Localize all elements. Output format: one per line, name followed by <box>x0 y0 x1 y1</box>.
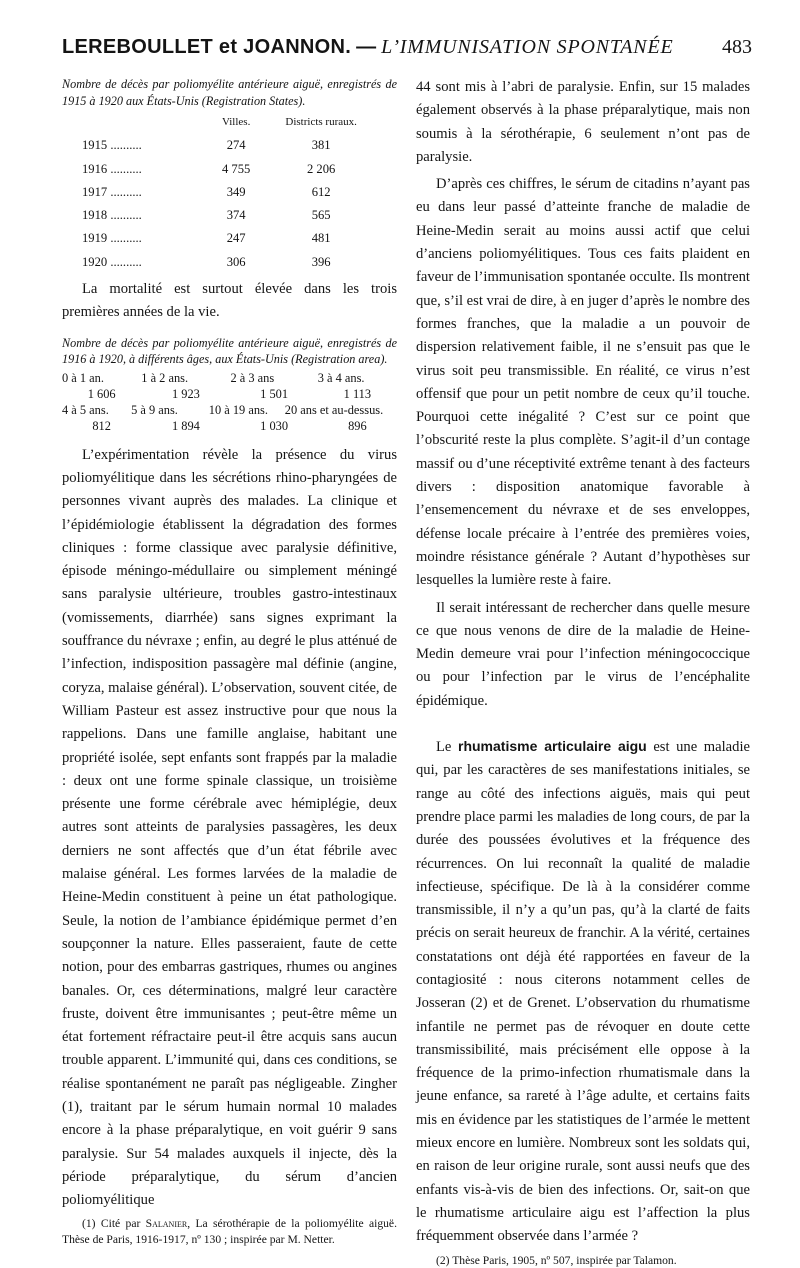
footnote-1-text: La sérothérapie de la poliomyélite aiguë. Thèse de Paris, 1916-1917, nº 130 ; inspirée par M. Netter. <box>62 1217 397 1246</box>
age-label: 1 à 2 ans. <box>141 370 189 385</box>
table-cell-year: 1919 .......... <box>82 231 142 246</box>
rhumatisme-lead: Le <box>436 739 452 756</box>
table2-caption: Nombre de décès par poliomyélite antérieure aiguë, enregistrés de 1916 à 1920, à différents âges, aux États-Unis (Registration area). <box>62 335 397 367</box>
table-cell-year: 1918 .......... <box>82 208 142 223</box>
table-cell-year: 1916 .......... <box>82 161 142 176</box>
footnote-2: (2) Thèse Paris, 1905, nº 507, inspirée par Talamon. <box>436 1253 677 1267</box>
paragraph-rhumatisme <box>416 735 750 1249</box>
right-column <box>416 76 750 1268</box>
age-label: 10 à 19 ans. <box>208 402 268 417</box>
table-cell-districts: 481 <box>311 231 331 246</box>
age-value: 1 113 <box>343 386 372 401</box>
table-cell-villes: 4 755 <box>221 161 251 176</box>
table-row <box>82 227 382 250</box>
age-value-row <box>62 418 397 434</box>
table-cell-districts: 396 <box>311 254 331 269</box>
deaths-by-age-table <box>62 370 397 434</box>
header-authors: LEREBOULLET et JOANNON. <box>62 36 352 58</box>
table-cell-districts: 565 <box>311 208 331 223</box>
paragraph-citadins: D’après ces chiffres, le sérum de citadins n’ayant pas eu dans leur passé d’atteinte franche de maladie de Heine-Medin serait au moins aussi actif que celui d’anciens poliomyélitiques. Tous ces faits plaident en faveur de l’immunisation spontanée occulte. Ils montrent que, s’il est vrai de dire, à en juger d’après le nombre des formes franches, que la maladie a un pouvoir de dispersion relativement faible, il ne s’ensuit pas que le virus soit peu transmissible. En réalité, ce virus n’est offensif que pour un petit nombre de ceux qu’il touche. Pourquoi cette inégalité ? C’est sur ce point que l’obscurité reste la plus complète. S’agit-il d’un contage massif ou d’une réceptivité extrême tenant à des facteurs divers : disposition anatomique favorable à l’ensemencement du névraxe et de ses enveloppes, défense locale précaire à l’entrée des premières voies, moindre résistance générale ? Autant d’hypothèses sur lesquelles la lumière reste à faire. <box>416 176 750 589</box>
table1-col-districts: Districts ruraux. <box>285 116 357 128</box>
table-cell-villes: 349 <box>226 184 246 199</box>
header-title: L’IMMUNISATION SPONTANÉE <box>381 36 674 58</box>
table-cell-villes: 274 <box>226 138 246 153</box>
age-label: 20 ans et au-dessus. <box>284 402 384 417</box>
age-value: 1 030 <box>260 418 289 433</box>
table1-col-villes: Villes. <box>221 116 251 128</box>
rhumatisme-term: rhumatisme articulaire aigu <box>458 738 647 755</box>
page-number: 483 <box>722 36 752 58</box>
table-cell-districts: 381 <box>311 138 331 153</box>
footnote-1-author: Salanier, <box>145 1217 191 1231</box>
age-value-row <box>62 386 397 402</box>
table1-header-row <box>82 111 382 134</box>
age-value: 1 894 <box>171 418 200 433</box>
table-row <box>82 204 382 227</box>
age-header-row <box>62 370 397 386</box>
age-label: 4 à 5 ans. <box>62 402 109 417</box>
age-label: 2 à 3 ans <box>230 370 275 385</box>
age-value: 1 501 <box>260 386 289 401</box>
header-separator: — <box>356 36 377 58</box>
age-label: 5 à 9 ans. <box>131 402 178 417</box>
age-value: 812 <box>92 418 111 433</box>
table-cell-villes: 247 <box>226 231 246 246</box>
deaths-by-year-table <box>82 111 382 274</box>
rhumatisme-text: est une maladie qui, par les caractères de ses manifestations initiales, se range au côté des infections aiguës, mais qui peut prendre place parmi les maladies de long cours, de par la durée des poussées évolutives et la fréquence des récurrences. On lui reconnaît la qualité de maladie infectieuse, spécifique. De là à la considérer comme transmissible, il n’y a qu’un pas, qu’à la clarté de faits précis on serait heureux de franchir. A la vérité, certaines constatations ont déjà été rapportées en faveur de la contagiosité : nous citerons notamment celles de Josseran (2) et de Grenet. L’observation du rhumatisme infantile ne permet pas de révoquer en doute cette transmissibilité, mais précisément elle oppose à la fréquence de la primo-infection rhumatismale dans la jeune enfance, sa rareté à l’âge adulte, et certains faits mis en évidence par les statistiques de l’armée le mettent mieux encore en lumière. Nombreux sont les soldats qui, en raison de leur origine rurale, sont aussi neufs que des enfants vis-à-vis de bien des infections. Or, sait-on que le rhumatisme articulaire aigu est l’affection la plus fréquemment observée dans l’armée ? <box>416 739 750 1245</box>
table-cell-year: 1917 .......... <box>82 184 142 199</box>
age-label: 0 à 1 an. <box>62 370 104 385</box>
age-label: 3 à 4 ans. <box>317 370 365 385</box>
age-header-row <box>62 402 397 418</box>
left-column <box>62 76 397 1247</box>
age-value: 1 923 <box>171 386 200 401</box>
footnote-1 <box>62 1216 397 1247</box>
paragraph-mortalite: La mortalité est surtout élevée dans les trois premières années de la vie. <box>62 281 397 321</box>
running-header <box>62 36 752 66</box>
paragraph-continuation: 44 sont mis à l’abri de paralysie. Enfin, sur 15 malades également observés à la phase préparalytique, mais non soumis à la sérothérapie, 6 seulement n’ont pas de paralysie. <box>416 79 750 165</box>
table-cell-districts: 612 <box>311 184 331 199</box>
table-cell-villes: 374 <box>226 208 246 223</box>
table1-caption: Nombre de décès par poliomyélite antérieure aiguë, enregistrés de 1915 à 1920 aux États-Unis (Registration States). <box>62 77 397 108</box>
paragraph-meningococcique: Il serait intéressant de rechercher dans quelle mesure ce que nous venons de dire de la maladie de Heine-Medin demeure vrai pour l’infection méningococcique ou pour l’infection par le virus de l’encéphalite épidémique. <box>416 599 750 709</box>
table-cell-districts: 2 206 <box>306 161 336 176</box>
table-row <box>82 181 382 204</box>
footnote-1-prefix: (1) Cité par <box>82 1217 141 1231</box>
paragraph-experimentation: L’expérimentation révèle la présence du virus poliomyélitique dans les sécrétions rhino-pharyngées de personnes vivant auprès des malades. La clinique et l’épidémiologie établissent la dégradation des formes cliniques : forme classique avec paralysie définitive, épisode méningo-médullaire ou simplement méningé sans paralysie ultérieure, troubles gastro-intestinaux (vomissements, diarrhée) sans signes exprimant la souffrance du névraxe ; enfin, au degré le plus atténué de l’infection, indisposition passagère mal définie (angine, coryza, malaise général). L’observation, souvent citée, de William Pasteur est assez instructive pour que nous la rappelions. Dans une famille anglaise, habitant une propriété isolée, sept enfants sont frappés par la maladie : deux ont une forme spinale classique, un troisième présente une forme cérébrale avec hémiplégie, deux autres sont atteints de paralysies passagères, les deux derniers ne sont affectés que d’un état fébrile avec malaise général. Les formes larvées de la maladie de Heine-Medin constituent à peine un état pathologique. Seule, la notion de l’ambiance épidémique permet d’en soupçonner la nature. Elles passeraient, faute de cette notion, pour des embarras gastriques, rhumes ou angines banales. Or, ces déterminations, malgré leur caractère fruste, doivent être immunisantes ; peut-être même un état fortement réfractaire peut-il être acquis sans aucun trouble apparent. L’immunité qui, dans ces conditions, se réalise spontanément ne paraît pas négligeable. Zingher (1), traitant par le sérum humain normal 10 malades encore à la phase préparalytique, en voit guérir 9 sans paralysie. Sur 54 malades auxquels il injecte, dès la période préparalytique, du sérum d’ancien poliomyélitique <box>62 446 397 1209</box>
table-row <box>82 134 382 157</box>
age-value: 1 606 <box>87 386 116 401</box>
table-row <box>82 158 382 181</box>
table-cell-year: 1915 .......... <box>82 138 142 153</box>
age-value: 896 <box>348 418 367 433</box>
table-cell-villes: 306 <box>226 254 246 269</box>
table-cell-year: 1920 .......... <box>82 254 142 269</box>
table-row <box>82 251 382 274</box>
